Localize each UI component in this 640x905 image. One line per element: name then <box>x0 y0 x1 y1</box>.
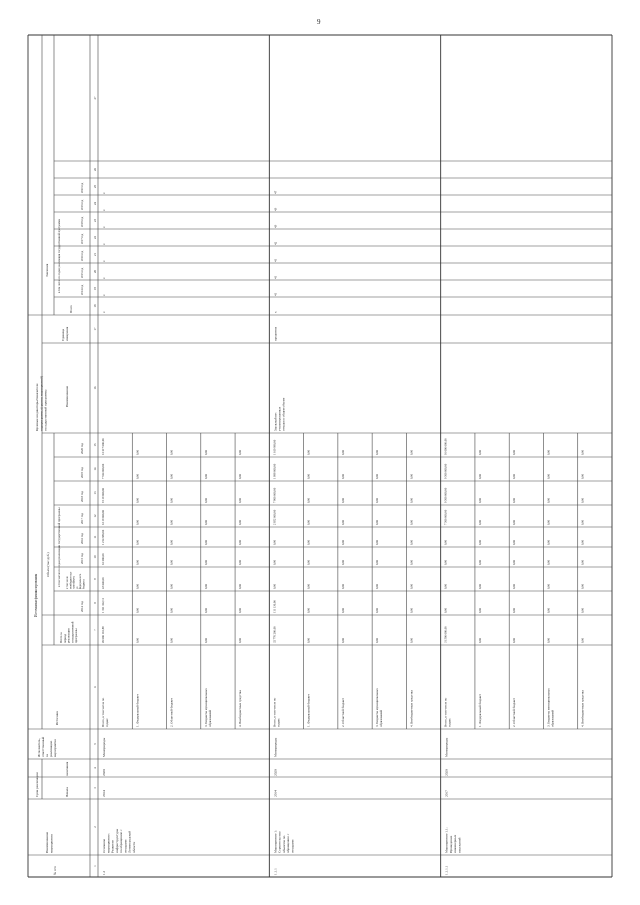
source-value: 0,00 <box>409 559 414 565</box>
source-value: 0,00 <box>580 583 585 589</box>
source-value: 0,00 <box>375 539 380 545</box>
header-volume: Объем (тыс.руб.) <box>46 552 50 577</box>
source-value: 0,00 <box>135 539 140 545</box>
source-value: 43 640,00 <box>101 577 105 589</box>
source-value: 0,00 <box>375 583 380 589</box>
source-value: 1 019 990,00 <box>272 439 277 455</box>
source-value: 0,00 <box>580 449 585 455</box>
source-value: 0,00 <box>375 559 380 565</box>
header-indicators-title: Целевые индикаторы/показатели <box>35 383 39 431</box>
indicator-value: 42 <box>273 241 278 245</box>
source-name: образований <box>207 709 212 727</box>
source-value: 0,00 <box>238 497 243 503</box>
source-name: 1. Федеральный бюджет <box>477 694 482 727</box>
header-ind-year-2019: 2019 год <box>81 199 84 210</box>
source-value: 0,00 <box>409 583 414 589</box>
source-value: 0,00 <box>409 449 414 455</box>
source-value: 0,00 <box>512 449 517 455</box>
header-term-end: окончания <box>65 761 69 776</box>
source-value: 1 321 102,11 <box>101 597 105 613</box>
source-value: 0,00 <box>238 607 243 613</box>
header-incl-federal: межбюджетные <box>69 571 73 589</box>
indicator-name: Удельный вес <box>273 412 278 431</box>
indicator-value: 41 <box>273 275 278 279</box>
source-value: 0,00 <box>238 449 243 455</box>
indicator-name: утилизированных <box>277 406 282 431</box>
header-ind-values: Значения <box>45 263 49 277</box>
source-value: 0,00 <box>306 473 311 479</box>
source-value: 0,00 <box>477 637 482 643</box>
source-value: 0,00 <box>238 473 243 479</box>
indicator-value: x <box>273 311 278 313</box>
source-value: 0,00 <box>135 519 140 525</box>
source-value: 0,00 <box>512 473 517 479</box>
source-value: 0,00 <box>135 607 140 613</box>
source-value: 0,00 <box>135 559 140 565</box>
source-value: 0,00 <box>169 607 174 613</box>
header-executor: Исполнитель, <box>37 738 41 757</box>
indicator-value: 41 <box>273 292 278 296</box>
row-event-name: отходами <box>123 839 128 853</box>
source-value: 0,00 <box>238 583 243 589</box>
source-value: 0,00 <box>512 539 517 545</box>
source-value: 0,00 <box>409 539 414 545</box>
column-number: 27 <box>93 96 97 100</box>
source-name: 4. Внебюджетные средства <box>409 690 414 727</box>
header-total-program: программы <box>74 628 78 643</box>
source-value: 0,00 <box>512 559 517 565</box>
source-value: 0,00 <box>546 539 551 545</box>
column-number: 22 <box>93 236 97 239</box>
column-number: 17 <box>93 327 97 331</box>
row-event-name: обращению с <box>286 833 291 853</box>
source-value: 0,00 <box>340 559 345 565</box>
indicator-value: 43 <box>273 207 278 211</box>
source-value: 0,00 <box>306 637 311 643</box>
source-value: 0,00 <box>546 607 551 613</box>
indicator-value: x <box>102 311 106 313</box>
source-value: 0,00 <box>512 607 517 613</box>
source-value: 0,00 <box>409 637 414 643</box>
source-value: 0,00 <box>546 449 551 455</box>
source-value: 1 898 000,00 <box>272 463 277 479</box>
header-event-name: мероприятия <box>49 834 54 853</box>
column-number: 12 <box>93 514 97 518</box>
column-number: 11 <box>93 535 97 539</box>
header-executor: реализацию <box>49 740 53 757</box>
source-name: Всего, в том числе по <box>443 697 448 727</box>
source-value: 0,00 <box>238 637 243 643</box>
source-value: 0,00 <box>340 519 345 525</box>
row-start-year: 2017 <box>444 790 449 797</box>
header-source: Источник <box>55 711 59 725</box>
source-value: 0,00 <box>340 539 345 545</box>
header-year-2017: 2017 год <box>80 513 84 524</box>
source-value: 0,00 <box>512 583 517 589</box>
source-value: 0,00 <box>443 559 448 565</box>
source-value: 0,00 <box>477 473 482 479</box>
source-value: 0,00 <box>580 539 585 545</box>
source-value: 0,00 <box>169 497 174 503</box>
header-total-program: Всего за <box>59 632 63 643</box>
column-number: 7 <box>93 629 97 631</box>
row-end-year: 2020 <box>273 769 278 776</box>
source-value: 0,00 <box>203 539 208 545</box>
source-value: 0,00 <box>135 637 140 643</box>
header-ind-year-2015: 2015 год <box>81 267 84 278</box>
header-incl-federal: трансферты <box>72 575 76 589</box>
source-value: 0,00 <box>409 497 414 503</box>
source-name: 3. Бюджеты муниципальных <box>375 688 380 727</box>
row-event-name: Мероприятие 1: <box>273 829 278 853</box>
column-number: 6 <box>93 686 97 688</box>
source-value: 0,00 <box>169 559 174 565</box>
source-value: 0,00 <box>135 449 140 455</box>
indicator-value: 41 <box>273 258 278 262</box>
source-value: 0,00 <box>272 539 277 545</box>
source-value: 0,00 <box>135 497 140 503</box>
source-value: 111 130,00 <box>272 600 277 613</box>
row-end-year: 2020 <box>102 769 106 776</box>
row-event-name: Основное <box>102 838 106 853</box>
indicator-value: x <box>102 192 106 194</box>
row-start-year: 2014 <box>102 790 106 797</box>
header-executor: ответственный <box>41 736 45 757</box>
source-value: 32 770 200,00 <box>272 626 277 643</box>
source-value: 0,00 <box>580 637 585 643</box>
row-event-name: Мероприятие 1.1: <box>444 827 449 853</box>
source-value: 0,00 <box>375 449 380 455</box>
indicator-value: 43 <box>273 224 278 228</box>
source-name: Всего, в том числе по <box>272 697 277 727</box>
source-value: 0,00 <box>306 607 311 613</box>
source-value: 0,00 <box>443 583 448 589</box>
header-ind-year-2020: 2020 год <box>81 182 84 193</box>
header-year-2016: 2016 год <box>80 533 84 544</box>
header-incl-federal: бюджета <box>82 579 86 589</box>
source-name: 1. Федеральный бюджет <box>135 694 140 727</box>
source-value: 0,00 <box>169 449 174 455</box>
header-executor: мероприятия <box>53 739 57 757</box>
indicator-value: x <box>102 243 106 245</box>
header-total-program: государственной <box>70 621 75 643</box>
header-ind-year-2018: 2018 год <box>81 216 84 227</box>
source-name: Всего, в том числе по <box>101 697 105 727</box>
source-value: 0,00 <box>272 583 277 589</box>
source-value: 0,00 <box>477 449 482 455</box>
source-value: 0,00 <box>375 497 380 503</box>
header-term-start: Начала <box>65 787 69 797</box>
column-number: 10 <box>93 555 97 559</box>
source-value: 0,00 <box>238 539 243 545</box>
source-value: 0,00 <box>512 497 517 503</box>
column-number: 18 <box>93 304 97 308</box>
source-value: 0,00 <box>135 473 140 479</box>
header-year-2019: 2019 год <box>80 467 84 478</box>
header-ind-unit: измерения <box>65 326 69 341</box>
header-incl-federal: федерального <box>79 573 82 589</box>
source-value: 0,00 <box>169 583 174 589</box>
source-value: 0,00 <box>203 637 208 643</box>
source-value: 0,00 <box>203 559 208 565</box>
indicator-value: x <box>102 294 106 296</box>
column-number: 25 <box>93 185 97 188</box>
column-number: 14 <box>93 467 97 471</box>
column-number: 26 <box>93 168 97 171</box>
source-value: 0,00 <box>546 519 551 525</box>
source-value: 0,00 <box>306 519 311 525</box>
source-name: 2. Областной бюджет <box>512 697 517 727</box>
source-value: 0,00 <box>203 583 208 589</box>
row-event-name: Строительство <box>277 831 282 853</box>
source-value: 0,00 <box>306 559 311 565</box>
column-number: 24 <box>93 202 97 205</box>
row-event-name: объектов по <box>281 835 286 853</box>
source-value: 0,00 <box>443 607 448 613</box>
source-value: 0,00 <box>375 637 380 643</box>
source-value: 0,00 <box>443 539 448 545</box>
header-ind-year-2014: 2014 год <box>81 284 84 295</box>
indicator-name: отходов в общем объеме <box>281 397 286 431</box>
column-number: 13 <box>93 491 97 495</box>
source-name: 3. Бюджеты муниципальных <box>203 688 208 727</box>
row-event-name: по обращению с <box>119 829 123 853</box>
source-value: 0,00 <box>546 473 551 479</box>
source-name: годам: <box>276 718 281 727</box>
header-ind-in-years: в том числе по годам реализации государственной программы <box>58 218 61 293</box>
column-number: 3 <box>93 787 97 789</box>
source-value: 0,00 <box>580 607 585 613</box>
source-value: 6 119 000,00 <box>101 509 105 525</box>
header-executor: за <box>45 754 49 757</box>
row-event-name: отходами <box>290 839 295 853</box>
column-number: 23 <box>93 219 97 222</box>
source-value: 0,00 <box>340 583 345 589</box>
source-value: 12 217 000,00 <box>101 438 105 455</box>
source-name: образований <box>379 709 384 727</box>
source-name: 4. Внебюджетные средства <box>580 690 585 727</box>
source-value: 0,00 <box>409 519 414 525</box>
source-value: 0,00 <box>169 519 174 525</box>
source-name: 1. Федеральный бюджет <box>306 694 311 727</box>
source-value: 9 119 000,00 <box>101 487 105 503</box>
row-event-name: Ленинградской <box>127 830 132 853</box>
column-number: 2 <box>93 826 97 828</box>
row-executor: Минприроды <box>273 737 278 757</box>
source-name: годам: <box>105 718 109 727</box>
source-value: 9 500 000,00 <box>443 487 448 503</box>
table <box>28 35 612 877</box>
indicator-value: x <box>102 226 106 228</box>
source-value: 0,00 <box>203 519 208 525</box>
source-value: 0,00 <box>477 559 482 565</box>
source-value: 0,00 <box>238 559 243 565</box>
header-year-2018: 2018 год <box>80 491 84 502</box>
source-value: 0,00 <box>512 637 517 643</box>
source-value: 0,00 <box>477 497 482 503</box>
indicator-value: x <box>102 260 106 262</box>
row-number: 1.2 <box>102 870 106 875</box>
source-value: 49 000 101,88 <box>101 626 105 643</box>
header-event-name: Наименование <box>45 831 49 853</box>
header-total-program: период <box>62 634 67 643</box>
source-value: 0,00 <box>306 449 311 455</box>
source-value: 0,00 <box>203 449 208 455</box>
row-event-name: мероприятие: <box>106 833 111 853</box>
row-executor: Минприроды <box>444 737 449 757</box>
row-event-name: Развитие <box>110 840 115 853</box>
row-executor: Минприроды <box>102 737 106 757</box>
column-number: 15 <box>93 443 97 447</box>
source-value: 0,00 <box>169 473 174 479</box>
column-number: 16 <box>93 386 97 390</box>
source-name: образований <box>550 709 555 727</box>
column-number: 19 <box>93 287 97 290</box>
source-value: 0,00 <box>546 559 551 565</box>
header-term: Срок реализации <box>35 772 39 797</box>
source-value: 0,00 <box>546 583 551 589</box>
source-name: 2. Областной бюджет <box>340 697 345 727</box>
source-value: 0,00 <box>477 519 482 525</box>
header-ind-unit: Единица <box>61 329 65 341</box>
source-value: 0,00 <box>580 497 585 503</box>
column-number: 9 <box>93 578 97 580</box>
source-value: 0,00 <box>477 539 482 545</box>
source-value: 0,00 <box>375 607 380 613</box>
source-value: 0,00 <box>477 607 482 613</box>
header-ind-name: Наименование <box>65 385 69 407</box>
source-value: 0,00 <box>580 519 585 525</box>
source-value: 0,00 <box>340 607 345 613</box>
source-name: 4. Внебюджетные средства <box>238 690 243 727</box>
indicator-value: x <box>102 209 106 211</box>
source-value: 7 500 000,00 <box>443 509 448 525</box>
header-ind-year-2016: 2016 год <box>81 250 84 261</box>
source-value: 0,00 <box>512 519 517 525</box>
source-value: 0,00 <box>135 583 140 589</box>
indicator-value: x <box>102 277 106 279</box>
source-value: 0,00 <box>340 473 345 479</box>
row-number: 1.1.1 <box>273 868 278 875</box>
source-value: 0,00 <box>306 583 311 589</box>
source-value: 0,00 <box>375 519 380 525</box>
source-value: 0,00 <box>375 473 380 479</box>
header-in-years: в том числе по годам реализации государственной программы <box>57 507 61 587</box>
source-value: 7 524 000,00 <box>101 463 105 479</box>
row-number: 1.1.1.1 <box>444 865 449 875</box>
header-no: № п/п <box>53 866 57 875</box>
column-number: 8 <box>93 602 97 604</box>
source-name: годам: <box>447 718 452 727</box>
source-value: 9 500 000,00 <box>443 463 448 479</box>
header-funding: Источники финансирования <box>34 573 38 617</box>
source-value: 0,00 <box>169 539 174 545</box>
header-ind-total: Всего <box>69 305 73 313</box>
source-value: 61 200,00 <box>101 553 105 565</box>
source-value: 0,00 <box>306 539 311 545</box>
header-ind-year-2017: 2017 год <box>81 233 84 244</box>
header-year-2020: 2020 год <box>80 443 84 454</box>
source-value: 31 500 000,00 <box>443 626 448 643</box>
header-incl-federal: из <box>75 586 79 589</box>
source-value: 0,00 <box>580 559 585 565</box>
indicator-unit: процентов <box>273 326 278 341</box>
source-value: 0,00 <box>203 497 208 503</box>
row-event-name: инфраструктуры <box>114 828 119 853</box>
source-value: 0,00 <box>546 497 551 503</box>
source-value: 0,00 <box>409 473 414 479</box>
header-indicators-title: подпрограммы (группы мероприятий) <box>39 375 44 431</box>
header-total-program: реализации <box>66 628 71 643</box>
source-value: 1 214 980,00 <box>101 529 105 545</box>
source-value: 0,00 <box>203 607 208 613</box>
header-indicators-title: государственной программы <box>43 389 48 431</box>
header-incl-federal: в том числе <box>66 576 69 589</box>
source-value: 0,00 <box>409 607 414 613</box>
row-event-name: изысканий <box>457 837 462 853</box>
column-number: 21 <box>93 253 97 256</box>
row-end-year: 2020 <box>444 769 449 776</box>
source-value: 0,00 <box>306 497 311 503</box>
source-value: 0,00 <box>340 637 345 643</box>
source-value: 7 800 000,00 <box>272 487 277 503</box>
column-number: 1 <box>93 865 97 867</box>
source-value: 0,00 <box>340 497 345 503</box>
row-event-name: Проведение <box>448 835 453 853</box>
source-value: 0,00 <box>340 449 345 455</box>
source-value: 0,00 <box>272 559 277 565</box>
source-name: 2. Областной бюджет <box>169 697 174 727</box>
source-value: 0,00 <box>238 519 243 525</box>
header-year-2015: 2015 год <box>80 553 84 564</box>
row-event-name: области <box>131 841 136 853</box>
column-number: 5 <box>93 743 97 745</box>
source-value: 0,00 <box>546 637 551 643</box>
source-value: 0,00 <box>477 583 482 589</box>
source-name: 3. Бюджеты муниципальных <box>546 688 551 727</box>
source-value: 0,00 <box>580 473 585 479</box>
header-year-2014: 2014 год <box>80 601 84 612</box>
row-start-year: 2014 <box>273 790 278 797</box>
source-value: 10 000 000,00 <box>443 438 448 455</box>
column-number: 20 <box>93 270 97 273</box>
source-value: 0,00 <box>203 473 208 479</box>
indicator-value: 47 <box>273 190 278 194</box>
source-value: 2 852 000,00 <box>272 509 277 525</box>
row-event-name: инженерных <box>453 834 458 853</box>
column-number: 4 <box>93 767 97 769</box>
source-value: 0,00 <box>169 637 174 643</box>
page-number: 9 <box>317 18 321 26</box>
